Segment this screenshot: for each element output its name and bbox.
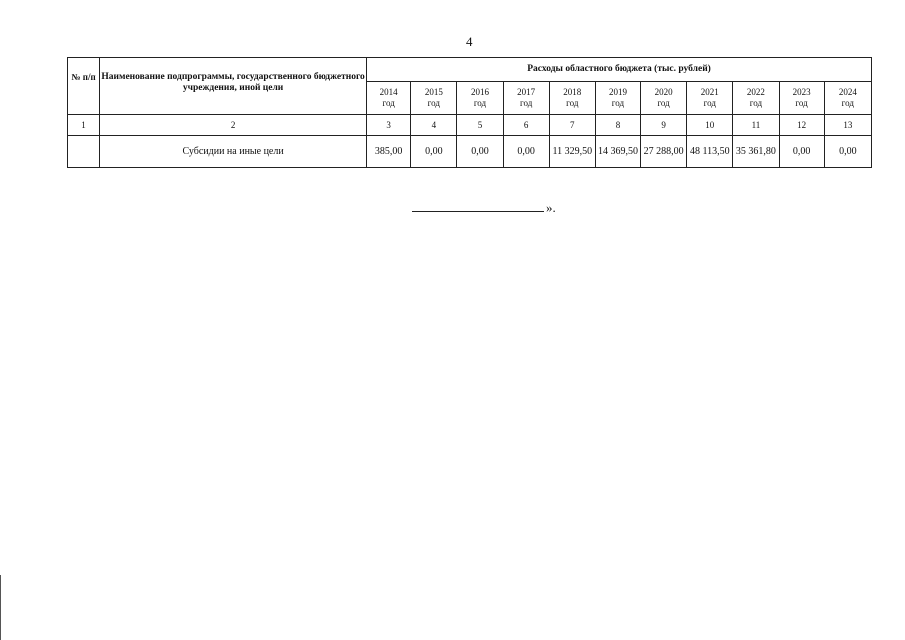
row-value: 48 113,50	[687, 136, 733, 168]
row-value: 14 369,50	[595, 136, 640, 168]
year-header: 2015 год	[411, 82, 457, 115]
column-number: 10	[687, 115, 733, 136]
col-name-header: Наименование подпрограммы, государственного бюджетного учреждения, иной цели	[100, 58, 367, 115]
row-value: 27 288,00	[641, 136, 687, 168]
year-header: 2019 год	[595, 82, 640, 115]
row-name: Субсидии на иные цели	[100, 136, 367, 168]
row-value: 0,00	[824, 136, 871, 168]
column-number: 7	[549, 115, 595, 136]
row-number	[68, 136, 100, 168]
column-number: 4	[411, 115, 457, 136]
table-row	[68, 136, 872, 168]
col-no-header: № п/п	[68, 58, 100, 115]
row-value: 0,00	[457, 136, 503, 168]
row-value: 0,00	[779, 136, 824, 168]
row-value: 11 329,50	[549, 136, 595, 168]
row-value: 385,00	[367, 136, 411, 168]
year-header: 2021 год	[687, 82, 733, 115]
page-number: 4	[466, 34, 473, 49]
column-number: 2	[100, 115, 367, 136]
column-number: 11	[733, 115, 779, 136]
row-value: 0,00	[503, 136, 549, 168]
year-header: 2024 год	[824, 82, 871, 115]
year-header: 2018 год	[549, 82, 595, 115]
expenses-header: Расходы областного бюджета (тыс. рублей)	[367, 58, 872, 82]
year-header: 2020 год	[641, 82, 687, 115]
column-number: 1	[68, 115, 100, 136]
closing-quote	[412, 200, 556, 216]
column-number: 12	[779, 115, 824, 136]
column-number-row	[68, 115, 872, 136]
column-number: 13	[824, 115, 871, 136]
column-number: 6	[503, 115, 549, 136]
year-header: 2023 год	[779, 82, 824, 115]
closing-mark: ».	[546, 200, 556, 215]
column-number: 8	[595, 115, 640, 136]
signature-line	[412, 211, 544, 212]
budget-table	[67, 57, 872, 168]
column-number: 3	[367, 115, 411, 136]
year-header: 2017 год	[503, 82, 549, 115]
column-number: 9	[641, 115, 687, 136]
year-header: 2014 год	[367, 82, 411, 115]
row-value: 0,00	[411, 136, 457, 168]
column-number: 5	[457, 115, 503, 136]
year-header: 2022 год	[733, 82, 779, 115]
scan-edge-mark	[0, 575, 1, 640]
row-value: 35 361,80	[733, 136, 779, 168]
year-header: 2016 год	[457, 82, 503, 115]
